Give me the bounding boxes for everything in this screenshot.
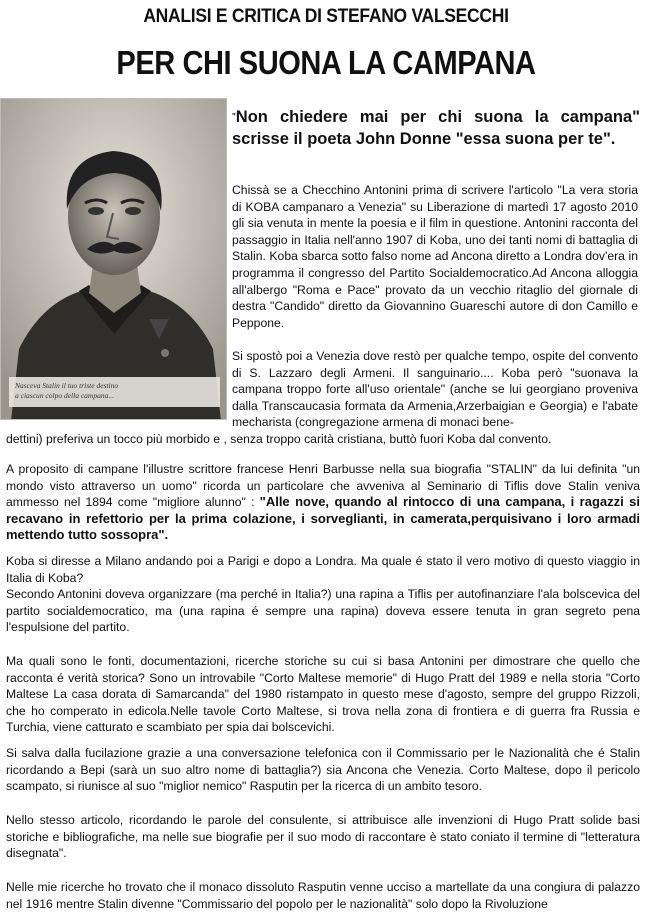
portrait-photo: [0, 98, 227, 420]
paragraph: Ma quali sono le fonti, documentazioni, ricerche storiche su cui si basa Antonini per dimostrare che quello che racconta é verità storica? Sono un introvabile "Corto Maltese memorie" di Hugo Pratt del 1989 e nella storia "Corto Maltese La casa dorata di Samarcanda" del 1980 ristampato in questo mese d'agosto, sempre del gruppo Rizzoli, che ho comperato in edicola.Nelle tavole Corto Maltese, si trova nella zona di frontiera e di guerra fra Russia e Turchia, viene catturato e scambiato per spia dai bolscevichi.: [6, 654, 640, 735]
article-title: PER CHI SUONA LA CAMPANA: [116, 44, 536, 81]
paragraph: Si spostò poi a Venezia dove restò per qualche tempo, ospite del convento di S. Lazzaro degli Armeni. Il sanguinario.... Koba però "suonava la campana troppo forte all'uso orientale" (anche se lui georgiano proveniva dalla Transcaucasia formata da Armenia,Arzerbaigian e Georgia) e l'abate mecharista (congregazione armena di monaci bene-: [232, 349, 638, 430]
paragraph-text: A proposito di campane l'illustre scrittore francese Henri Barbusse nella sua biografia "STALIN" da lui definita "un mondo visto attraverso un uomo" ricorda un particolare che avveniva al Seminario di Tiflis dove Stalin veniva ammesso nel 1894 come "migliore alunno" :: [6, 462, 640, 510]
paragraph: Koba si diresse a Milano andando poi a Parigi e dopo a Londra. Ma quale é stato il vero motivo di questo viaggio in Italia di Koba? Secondo Antonini doveva organizzare (ma perché in Italia?) una rapina a Tiflis per autofinanziare l'ala bolscevica del partito socialdemocratico, ma (una rapina é sempre una rapina) doveva essere tenuta in gran segreto pena l'espulsione del partito.: [6, 554, 640, 635]
lead-quote: [232, 106, 640, 150]
paragraph: Si salva dalla fucilazione grazie a una conversazione telefonica con il Commissario per le Nazionalità che é Stalin ricordando a Bepi (sarà un suo altro nome di battaglia?) sia Ancona che Venezia. Corto Maltese, dopo il pericolo scampato, si riunisce al suo "miglior nemico" Rasputin per la ricerca di un ambito tesoro.: [6, 746, 640, 794]
photo-caption-line: a ciascun colpo della campana...: [15, 391, 114, 400]
paragraph: Nello stesso articolo, ricordando le parole del consulente, si attribuisce alle invenzioni di Hugo Pratt solide basi storiche e bibliografiche, ma nelle sue biografie per il suo modo di raccontare è stato coniato il termine di "letteratura disegnata".: [6, 813, 640, 861]
article-kicker: ANALISI E CRITICA DI STEFANO VALSECCHI: [143, 6, 509, 27]
barbusse-quote: "Alle nove, quando al rintocco di una campana, i ragazzi si recavano in refettorio per la prima colazione, i sorveglianti, in camerata,perquisivano i loro armadi mettendo tutto sossopra".: [6, 494, 640, 543]
photo-caption-line: Nasceva Stalin il tuo triste destino: [15, 381, 119, 390]
lead-quote-text: Non chiedere mai per chi suona la campana" scrisse il poeta John Donne "essa suona per te".: [232, 108, 640, 148]
paragraph: [6, 461, 640, 544]
lead-open-quote: ": [232, 112, 236, 121]
portrait-illustration: [1, 99, 227, 420]
paragraph-continuation: dettini) preferiva un tocco più morbido e , senza troppo carità cristiana, buttò fuori Koba dal convento.: [6, 432, 552, 446]
paragraph: Nelle mie ricerche ho trovato che il monaco dissoluto Rasputin venne ucciso a martellate da una congiura di palazzo nel 1916 mentre Stalin divenne "Commissario del popolo per le nazionalità" solo dopo la Rivoluzione: [6, 880, 640, 911]
paragraph: Chissà se a Checchino Antonini prima di scrivere l'articolo "La vera storia di KOBA campanaro a Venezia" su Liberazione di martedì 17 agosto 2010 gli sia venuta in mente la poesia e il film in questione. Antonini racconta del passaggio in Italia nell'anno 1907 di Koba, uno dei tanti nomi di battaglia di Stalin. Koba sbarca sotto falso nome ad Ancona diretto a Londra dov'era in programma il congresso del Partito Socialdemocratico.Ad Ancona alloggia all'albergo "Roma e Pace" provato da un vecchio ritaglio del giornale di destra "Candido" diretto da Giovannino Guareschi autore di don Camillo e Peppone.: [232, 183, 638, 330]
